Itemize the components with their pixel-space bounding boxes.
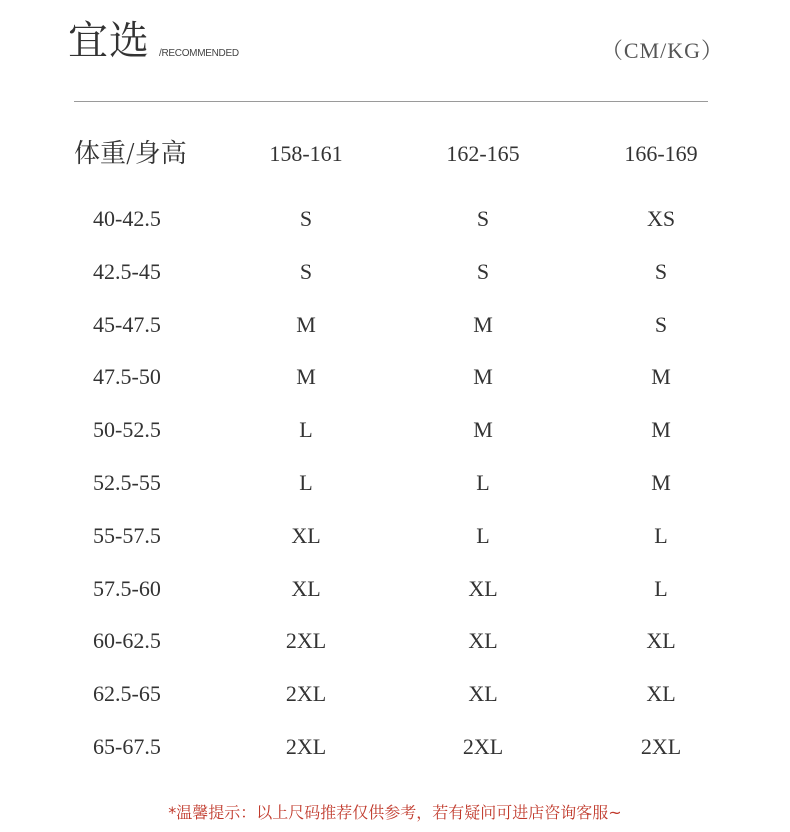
weight-cell: 45-47.5 [93, 311, 161, 337]
weight-cell: 57.5-60 [93, 575, 161, 601]
size-cell: 2XL [640, 733, 682, 759]
weight-cell: 40-42.5 [93, 206, 161, 231]
unit-label: （CM/KG） [600, 38, 724, 63]
height-column-header: 162-165 [446, 141, 520, 166]
table-row [0, 615, 790, 668]
size-cell: XL [468, 681, 498, 707]
table-row [0, 563, 790, 616]
size-table-header [0, 134, 790, 176]
size-cell: S [476, 258, 490, 284]
size-cell: S [476, 206, 490, 231]
size-table-body [0, 193, 790, 774]
size-cell: M [473, 311, 493, 337]
size-cell: L [654, 522, 668, 548]
size-cell: L [654, 575, 668, 601]
weight-cell: 65-67.5 [93, 733, 161, 759]
page-subtitle: /RECOMMENDED [159, 48, 239, 59]
size-cell: L [476, 522, 490, 548]
size-cell: 2XL [285, 733, 327, 759]
size-cell: M [473, 364, 493, 390]
weight-cell: 42.5-45 [93, 258, 161, 284]
header-divider [74, 101, 708, 102]
weight-cell: 55-57.5 [93, 522, 161, 548]
size-cell: M [651, 364, 671, 390]
table-row [0, 721, 790, 774]
size-cell: M [651, 469, 671, 495]
size-cell: M [296, 364, 316, 390]
weight-cell: 47.5-50 [93, 364, 161, 390]
height-column-header: 166-169 [624, 141, 698, 166]
weight-cell: 62.5-65 [93, 681, 161, 707]
size-cell: XL [646, 628, 676, 654]
size-cell: L [476, 469, 490, 495]
size-cell: S [299, 206, 313, 231]
table-row [0, 351, 790, 404]
weight-cell: 52.5-55 [93, 469, 161, 495]
table-row [0, 510, 790, 563]
size-cell: S [654, 311, 668, 337]
size-cell: M [651, 417, 671, 443]
size-cell: M [296, 311, 316, 337]
page-title: 宜选 [68, 18, 150, 64]
size-cell: L [299, 417, 313, 443]
size-cell: L [299, 469, 313, 495]
size-cell: XL [468, 628, 498, 654]
size-cell: XL [646, 681, 676, 707]
table-row [0, 193, 790, 246]
size-cell: XL [291, 575, 321, 601]
size-cell: 2XL [462, 733, 504, 759]
size-cell: S [299, 258, 313, 284]
size-cell: 2XL [285, 628, 327, 654]
weight-cell: 60-62.5 [93, 628, 161, 654]
size-cell: 2XL [285, 681, 327, 707]
size-cell: XL [291, 522, 321, 548]
weight-cell: 50-52.5 [93, 417, 161, 443]
disclaimer-note: *温馨提示：以上尺码推荐仅供参考，若有疑问可进店咨询客服~ [168, 803, 622, 822]
corner-label: 体重/身高 [74, 139, 187, 169]
size-cell: S [654, 258, 668, 284]
size-cell: XS [646, 206, 676, 231]
table-row [0, 299, 790, 352]
size-cell: XL [468, 575, 498, 601]
table-row [0, 457, 790, 510]
table-row [0, 668, 790, 721]
table-row [0, 404, 790, 457]
size-cell: M [473, 417, 493, 443]
height-column-header: 158-161 [269, 141, 343, 166]
table-row [0, 246, 790, 299]
